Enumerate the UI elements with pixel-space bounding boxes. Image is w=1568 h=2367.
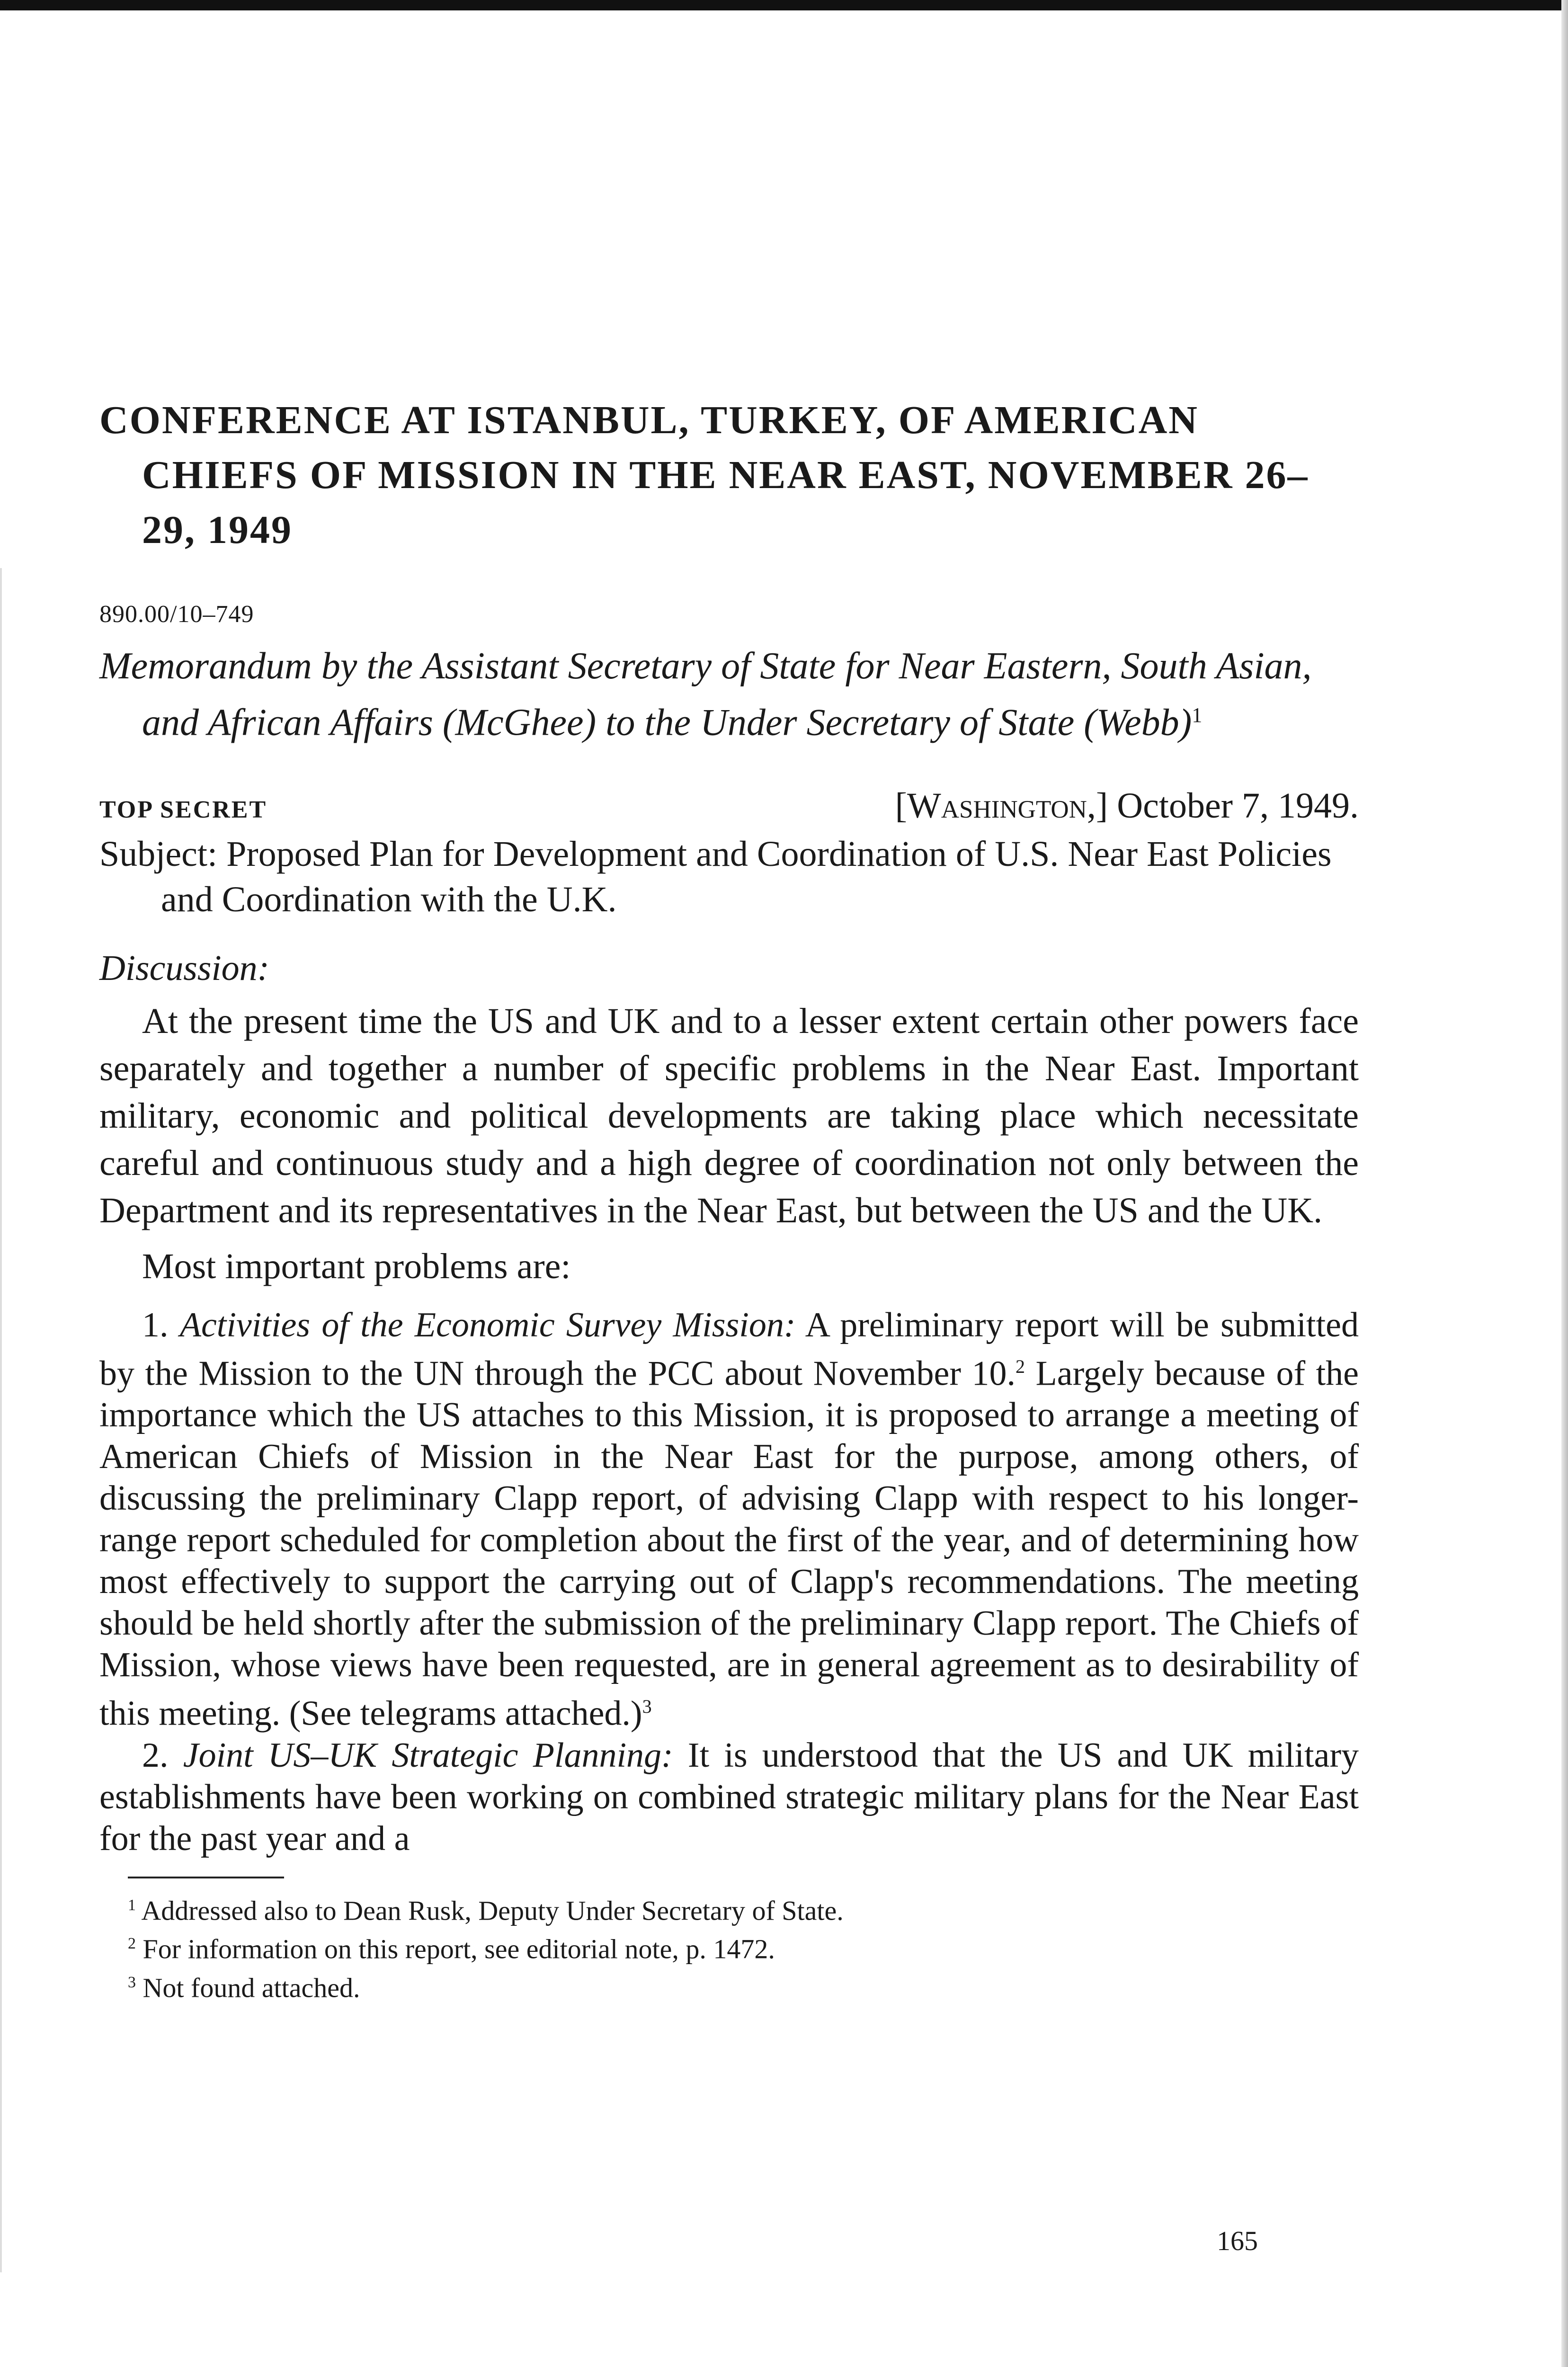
item-1-text-a: A preliminary report will be submitted by the Mission to the UN through the PCC about November 10. xyxy=(99,1305,1359,1393)
document-page xyxy=(99,393,1359,2004)
footnote-3 xyxy=(128,1966,1359,2004)
subject-line xyxy=(99,831,1359,922)
dateline xyxy=(99,785,1359,827)
item-joint-strategic-planning xyxy=(99,1735,1359,1860)
memo-heading xyxy=(99,641,1359,747)
paragraph-intro: At the present time the US and UK and to a lesser extent certain other powers face separately and together a number of specific problems in the Near East. Important military, economic and political developments are taking place which necessitate careful and continuous study and a high degree of coordination not only between the Department and its representatives in the Near East, but between the US and the UK. xyxy=(99,1001,1359,1230)
dateline-place: Washington, xyxy=(907,785,1096,826)
page-number: 165 xyxy=(1217,2225,1258,2256)
item-2-heading: Joint US–UK Strategic Planning: xyxy=(183,1735,673,1775)
footnote-1 xyxy=(128,1889,1359,1927)
footnote-text: For information on this report, see editorial note, p. 1472. xyxy=(143,1933,775,1965)
footnote-ref-1: 1 xyxy=(1192,703,1203,727)
discussion-label: Discussion: xyxy=(99,948,269,988)
footnote-text: Addressed also to Dean Rusk, Deputy Under Secretary of State. xyxy=(141,1895,844,1926)
footnote-text: Not found attached. xyxy=(143,1972,360,2003)
footnote-ref-3: 3 xyxy=(642,1696,652,1717)
footnote-2 xyxy=(128,1927,1359,1966)
item-1-text-b: Largely because of the importance which the US attaches to this Mission, it is proposed to arrange a meeting of American Chiefs of Mission in the Near East for the purpose, among others, of discussing the preliminary Clapp report, of advising Clapp with respect to his longer-range report scheduled for completion about the first of the year, and of determining how most effectively to support the carrying out of Clapp's recommendations. The meeting should be held shortly after the submission of the preliminary Clapp report. The Chiefs of Mission, whose views have been requested, are in general agreement as to desirability of this meeting. (See telegrams attached.) xyxy=(99,1354,1359,1733)
subject-text: Proposed Plan for Development and Coordination of U.S. Near East Policies and Coordination with the U.K. xyxy=(161,834,1332,919)
footnote-mark: 3 xyxy=(128,1973,136,1991)
memo-heading-text: Memorandum by the Assistant Secretary of State for Near Eastern, South Asian, and African Affairs (McGhee) to the Under Secretary of State (Webb) xyxy=(99,645,1312,744)
page-edge-shadow xyxy=(1561,0,1568,2367)
footnote-mark: 1 xyxy=(128,1896,136,1914)
classification-label: TOP SECRET xyxy=(99,796,267,823)
top-border-rule xyxy=(0,0,1568,10)
item-2-text: It is understood that the US and UK military establishments have been working on combined strategic military plans for the Near East for the past year and a xyxy=(99,1735,1359,1858)
footnote-mark: 2 xyxy=(128,1935,136,1953)
item-economic-survey-mission xyxy=(99,1304,1359,1735)
place-and-date: [Washington,] October 7, 1949. xyxy=(895,785,1359,826)
dateline-date: October 7, 1949. xyxy=(1117,785,1359,826)
subject-label: Subject: xyxy=(99,834,218,874)
paragraph-problems-intro: Most important problems are: xyxy=(142,1246,571,1286)
section-title: CONFERENCE AT ISTANBUL, TURKEY, OF AMERICAN CHIEFS OF MISSION IN THE NEAR EAST, NOVEMBER 26–29, 1949 xyxy=(99,398,1309,552)
footnotes xyxy=(99,1889,1359,2004)
item-1-heading: Activities of the Economic Survey Mission: xyxy=(179,1305,796,1344)
binding-edge xyxy=(0,568,2,2272)
item-1-number: 1. xyxy=(142,1305,169,1344)
footnote-ref-2: 2 xyxy=(1016,1355,1025,1377)
file-number: 890.00/10–749 xyxy=(99,601,254,628)
footnote-divider xyxy=(128,1877,284,1878)
item-2-number: 2. xyxy=(142,1735,169,1775)
